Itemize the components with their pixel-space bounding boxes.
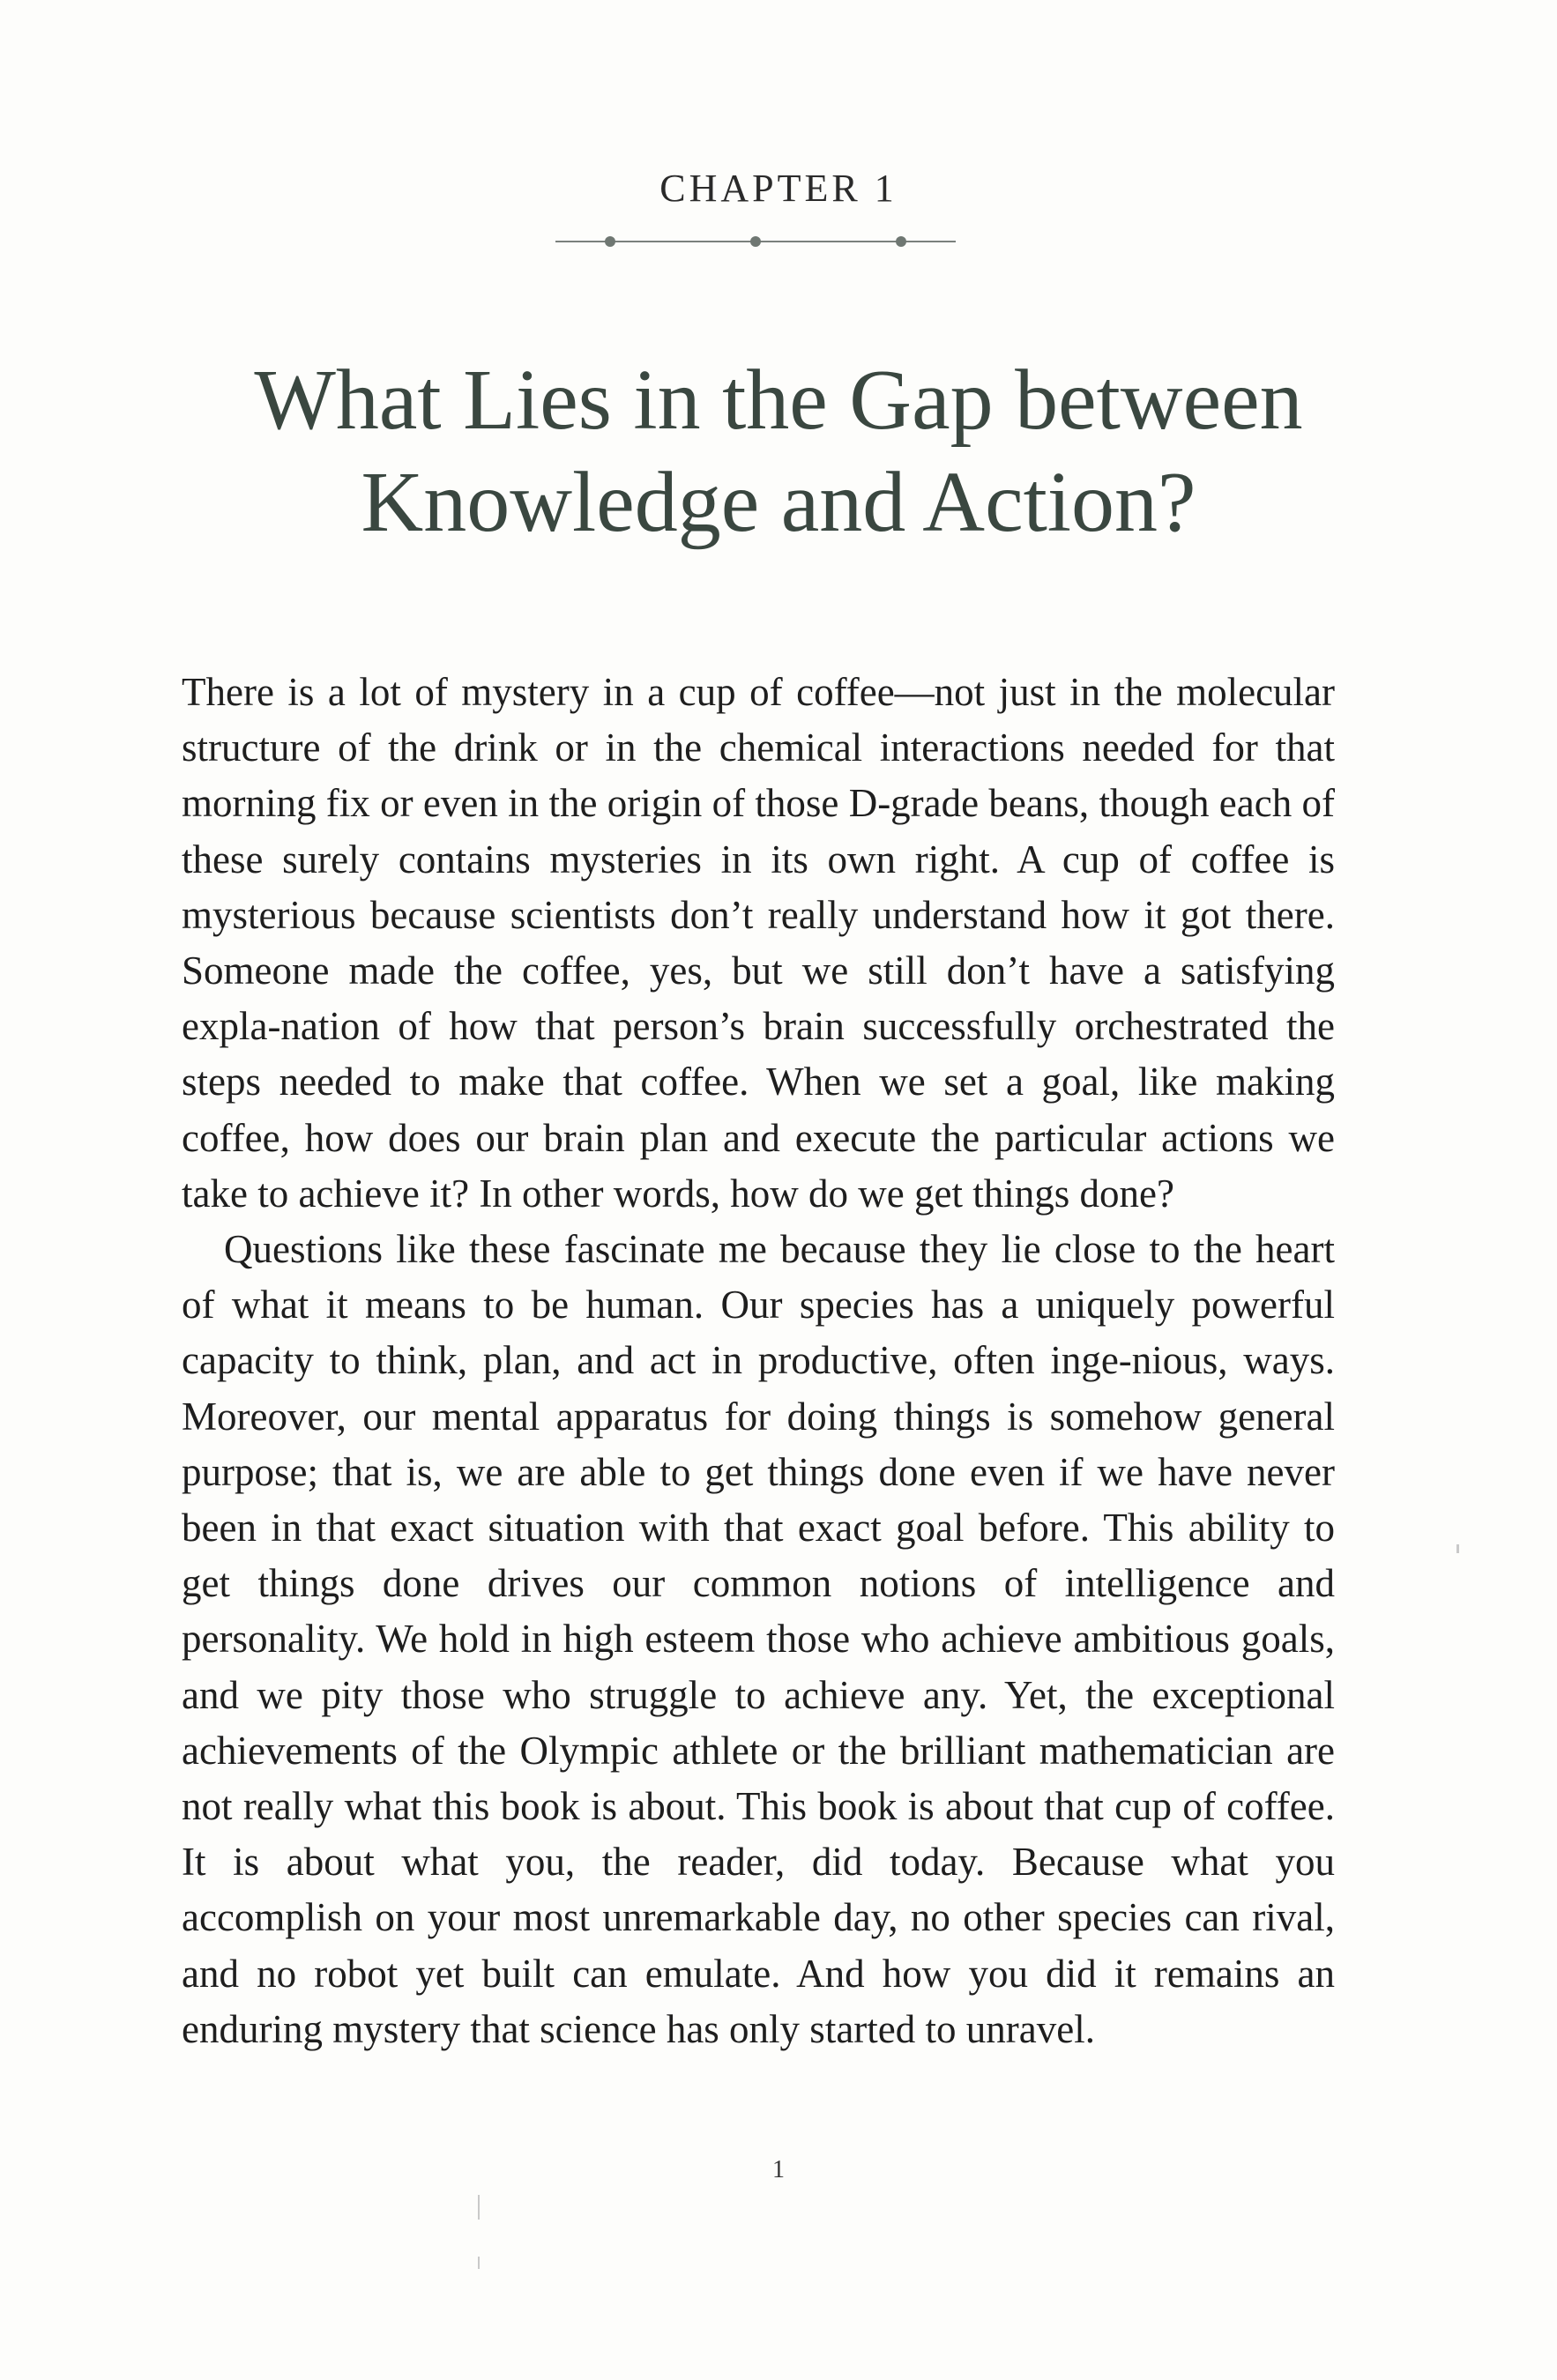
chapter-title-line-2: Knowledge and Action? bbox=[361, 454, 1196, 550]
ornament-dot-left bbox=[605, 236, 615, 247]
chapter-ornament bbox=[555, 231, 956, 252]
scan-speck bbox=[1456, 1544, 1459, 1553]
scan-speck bbox=[478, 2195, 480, 2220]
body-text bbox=[182, 665, 1335, 2057]
ornament-dot-center bbox=[750, 236, 761, 247]
chapter-title bbox=[141, 349, 1416, 554]
scan-speck bbox=[478, 2257, 480, 2269]
chapter-label: CHAPTER 1 bbox=[659, 167, 898, 210]
paragraph-1: There is a lot of mystery in a cup of coffee—not just in the molecular structure of the drink or in the chemical interactions needed for that morning fix or even in the origin of those D-grade beans, though each of these surely contains mysteries in its own right. A cup of coffee is mysterious because scientists don’t really understand how it got there. Someone made the coffee, yes, but we still don’t have a satisfying expla-nation of how that person’s brain successfully orchestrated the steps needed to make that coffee. When we set a goal, like making coffee, how does our brain plan and execute the particular actions we take to achieve it? In other words, how do we get things done? bbox=[182, 670, 1335, 1216]
chapter-title-line-1: What Lies in the Gap between bbox=[254, 352, 1303, 448]
paragraph-2: Questions like these fascinate me because they lie close to the heart of what it means to be human. Our species has a uniquely powerful capacity to think, plan, and act in productive, often inge-nious, ways. Moreover, our mental apparatus for doing things is somehow general purpose; that is, we are able to get things done even if we have never been in that exact situation with that exact goal before. This ability to get things done drives our common notions of intelligence and personality. We hold in high esteem those who achieve ambitious goals, and we pity those who struggle to achieve any. Yet, the exceptional achievements of the Olympic athlete or the brilliant mathematician are not really what this book is about. This book is about that cup of coffee. It is about what you, the reader, did today. Because what you accomplish on your most unremarkable day, no other species can rival, and no robot yet built can emulate. And how you did it remains an enduring mystery that science has only started to unravel. bbox=[182, 1227, 1335, 2051]
page-number: 1 bbox=[772, 2156, 785, 2183]
ornament-dot-right bbox=[896, 236, 906, 247]
